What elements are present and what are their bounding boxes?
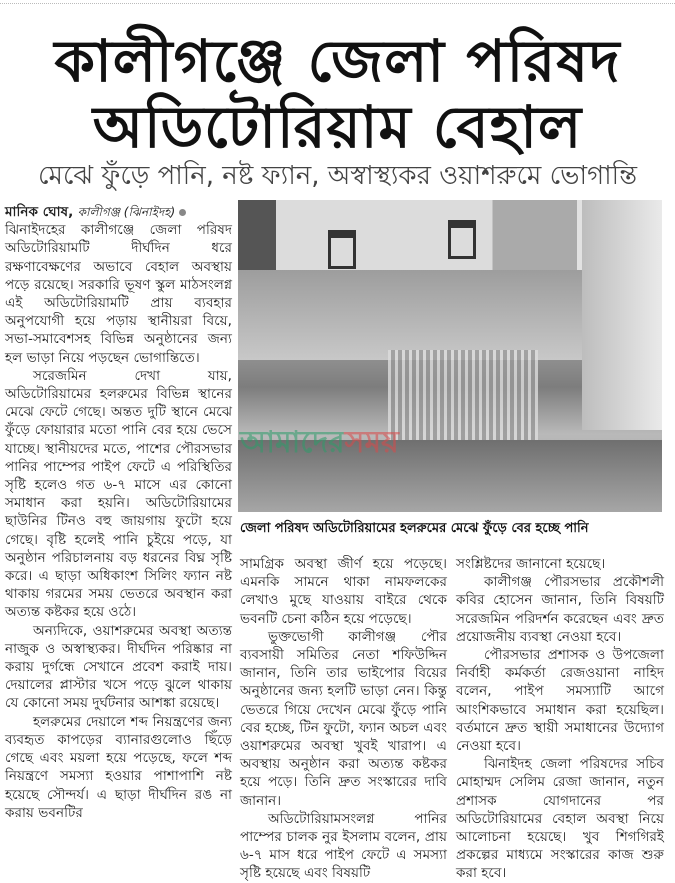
photo-caption: জেলা পরিষদ অডিটোরিয়ামের হলরুমের মেঝে ফুঁড়ে বের হচ্ছে পানি [240, 521, 589, 536]
article-column-3 [456, 555, 664, 883]
paragraph: অন্যদিকে, ওয়াশরুমের অবস্থা অত্যন্ত নাজুক ও অস্বাস্থ্যকর। দীর্ঘদিন পরিষ্কার না করায় দুর্গন্ধে সেখানে প্রবেশ করাই দায়। দেয়ালের প্লাস্টার খসে পড়ে ঝুলে থাকায় যে কোনো সময় দুর্ঘটনার আশঙ্কা রয়েছে। [5, 622, 232, 712]
bullet-icon [179, 209, 186, 216]
article-column-2 [240, 555, 447, 883]
subheadline: মেঝে ফুঁড়ে পানি, নষ্ট ফ্যান, অস্বাস্থ্যকর ওয়াশরুমে ভোগান্তি [37, 161, 638, 191]
paragraph: অডিটোরিয়ামসংলগ্ন পানির পাম্পের চালক নুর ইসলাম বলেন, প্রায় ৬-৭ মাস ধরে পাইপ ফেটে এ সমস্যা সৃষ্টি হয়েছে এবং বিষয়টি [240, 810, 447, 882]
paragraph: ঝিনাইদহ জেলা পরিষদের সচিব মোহাম্মদ সেলিম রেজা জানান, নতুন প্রশাসক যোগদানের পর অডিটোরিয়ামের বেহাল অবস্থা নিয়ে আলোচনা হয়েছে। খুব শিগগিরই প্রকল্পের মাধ্যমে সংস্কারের কাজ শুরু করা হবে। [456, 756, 664, 882]
page-top-rule [0, 0, 675, 4]
reporter-name: মানিক ঘোষ, [5, 204, 74, 220]
paragraph: সামগ্রিক অবস্থা জীর্ণ হয়ে পড়েছে। এমনকি সামনে থাকা নামফলকের লেখাও মুছে যাওয়ায় বাইরে থেকে ভবনটি চেনা কঠিন হয়ে পড়েছে। [240, 556, 447, 627]
headline-line-2: অডিটোরিয়াম বেহাল [92, 93, 583, 161]
paragraph: কালীগঞ্জ পৌরসভার প্রকৌশলী কবির হোসেন জানান, তিনি বিষয়টি সরেজমিন পরিদর্শন করেছেন এবং দ্রুত প্রয়োজনীয় ব্যবস্থা নেওয়া হবে। [456, 574, 664, 645]
paragraph: হলরুমের দেয়ালে শব্দ নিয়ন্ত্রণের জন্য ব্যবহৃত কাপড়ের ব্যানারগুলোও ছিঁড়ে গেছে এবং ময়লা হয়ে পড়েছে, ফলে শব্দ নিয়ন্ত্রণে সমস্যা হওয়ার পাশাপাশি নষ্ট হয়েছে সৌন্দর্য। এ ছাড়া দীর্ঘদিন রঙ না করায় ভবনটির [5, 713, 232, 821]
dateline-place: কালীগঞ্জ (ঝিনাইদহ) [77, 205, 176, 219]
article-column-1 [5, 203, 232, 822]
photo-pillar [582, 200, 662, 430]
paragraph: মানিক ঘোষ, কালীগঞ্জ (ঝিনাইদহ) ঝিনাইদহের কালীগঞ্জে জেলা পরিষদ অডিটোরিয়ামটি দীর্ঘদিন ধরে রক্ষণাবেক্ষণের অভাবে বেহাল অবস্থায় পড়ে রয়েছে। সরকারি ভূষণ স্কুল মাঠসংলগ্ন এই অডিটোরিয়ামটি প্রায় ব্যবহার অনুপযোগী হয়ে পড়ায় স্থানীয়রা বিয়ে, সভা-সমাবেশসহ বিভিন্ন অনুষ্ঠানের জন্য হল ভাড়া নিয়ে পড়ছেন ভোগান্তিতে। [5, 204, 232, 366]
paragraph: সংশ্লিষ্টদের জানানো হয়েছে। [456, 556, 606, 572]
watermark-logo: আমাদেরসময় [240, 425, 399, 460]
photo-chair [328, 230, 356, 269]
paragraph: সরেজমিন দেখা যায়, অডিটোরিয়ামের হলরুমের বিভিন্ন স্থানের মেঝে ফেটে গেছে। অন্তত দুটি স্থানে মেঝে ফুঁড়ে ফোয়ারার মতো পানি বের হয়ে ভেসে যাচ্ছে। স্থানীয়দের মতে, পাশের পৌরসভার পানির পাম্পের পাইপ ফেটে এ পরিস্থিতির সৃষ্টি হলেও গত ৬-৭ মাসে এর কোনো সমাধান করা হয়নি। অডিটোরিয়ামের ছাউনির টিনও বহু জায়গায় ফুটো হয়ে গেছে। বৃষ্টি হলেই পানি চুইয়ে পড়ে, যা অনুষ্ঠান পরিচালনায় বড় ধরনের বিঘ্ন সৃষ্টি করে। এ ছাড়া অধিকাংশ সিলিং ফ্যান নষ্ট থাকায় গরমের সময় ভেতরে অবস্থান করা অত্যন্ত কষ্টকর হয়ে ওঠে। [5, 367, 232, 621]
photo-stage [238, 270, 582, 360]
paragraph: ভুক্তভোগী কালীগঞ্জ পৌর ব্যবসায়ী সমিতির নেতা শফিউদ্দিন জানান, তিনি তার ভাইপোর বিয়ের অনুষ্ঠানের জন্য হলটি ভাড়া নেন। কিন্তু ভেতরে গিয়ে দেখেন মেঝে ফুঁড়ে পানি বের হচ্ছে, টিন ফুটো, ফ্যান অচল এবং ওয়াশরুমের অবস্থা খুবই খারাপ। এ অবস্থায় অনুষ্ঠান করা অত্যন্ত কষ্টকর হয়ে পড়ে। তিনি দ্রুত সংস্কারের দাবি জানান। [240, 628, 447, 809]
paragraph: পৌরসভার প্রশাসক ও উপজেলা নির্বাহী কর্মকর্তা রেজওয়ানা নাহিদ বলেন, পাইপ সমস্যাটি আগে আংশিকভাবে সমাধান করা হয়েছিল। বর্তমানে দ্রুত স্থায়ী সমাধানের উদ্যোগ নেওয়া হবে। [456, 647, 664, 755]
headline-line-1: কালীগঞ্জে জেলা পরিষদ [54, 27, 621, 95]
photo-chair [448, 220, 476, 259]
